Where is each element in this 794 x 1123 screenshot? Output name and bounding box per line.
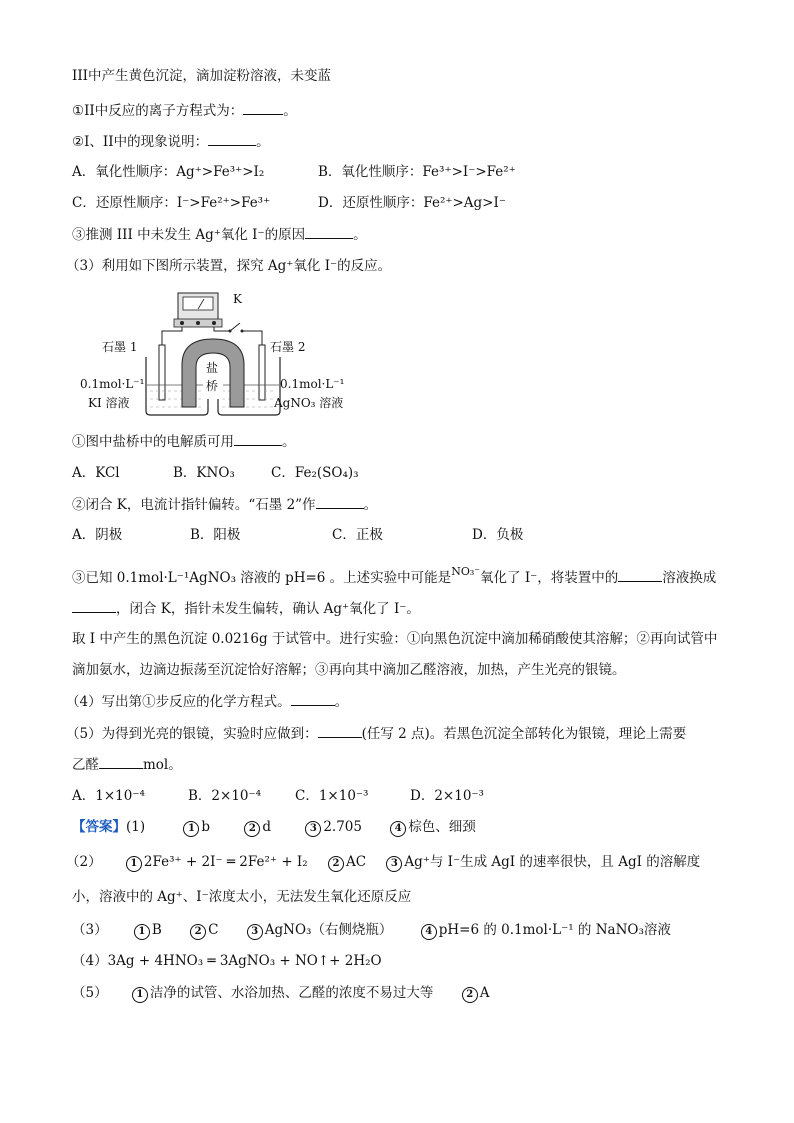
answer-1-part4: 棕色、细颈 [408,819,476,835]
answer-blank[interactable] [618,567,662,582]
q2-option-d: D．还原性顺序：Fe²⁺>Ag>I⁻ [318,195,506,211]
q3-sub1-option-a: A．KCl [72,465,120,481]
q4-line [66,691,348,712]
q2-part3-text: ③推测 III 中未发生 Ag⁺氧化 I⁻的原因 [72,227,306,243]
answer-line-3 [72,920,671,940]
circled-number-icon: 1 [134,924,150,940]
circled-number-icon: 3 [305,821,321,837]
q3-sub1-option-b: B．KNO₃ [173,465,235,481]
answer-3-part3: AgNO₃（右侧烧瓶） [264,922,393,938]
circled-number-icon: 1 [132,987,148,1003]
answer-1-part2: d [262,819,272,835]
experiment-paragraph-line1: 取 I 中产生的黑色沉淀 0.0216g 于试管中。进行实验：①向黑色沉淀中滴加稀硝酸使其溶解；②再向试管中 [72,631,718,647]
electrode-1-label: 石墨 1 [102,340,138,354]
q2-option-c: C．还原性顺序：I⁻>Fe²⁺>Fe³⁺ [72,195,271,211]
answer-blank[interactable] [208,131,256,146]
circled-number-icon: 4 [390,821,406,837]
q5-text-d: mol。 [143,757,182,773]
answer-2-part2: AC [345,854,367,870]
q3-sub1-suffix: 。 [282,434,296,450]
answer-1-number: (1) [126,819,146,835]
circled-number-icon: 3 [247,924,263,940]
q3-sub3-text: ③已知 0.1mol·L⁻¹AgNO₃ 溶液的 pH=6 。上述实验中可能是 [72,570,452,586]
answer-line-5 [72,983,489,1003]
q3-sub3-line1 [72,567,716,589]
answer-blank[interactable] [99,754,143,769]
q2-part1-suffix: 。 [283,103,297,119]
q2-part2-text: ②I、II中的现象说明： [72,134,209,150]
q3-sub2-option-b: B．阳极 [190,527,241,543]
circled-number-icon: 4 [421,924,437,940]
q5-text-b: (任写 2 点)。若黑色沉淀全部转化为银镜，理论上需要 [361,726,687,742]
answer-blank[interactable] [316,494,364,509]
electrode-2-label: 石墨 2 [270,340,306,354]
left-concentration-label: 0.1mol·L⁻¹ [80,377,145,391]
q2-part2 [72,131,270,152]
answer-line-2-cont: 小，溶液中的 Ag⁺、I⁻浓度太小，无法发生氧化还原反应 [72,889,412,905]
q3-sub2-option-a: A．阴极 [72,527,123,543]
q3-sub3-text-b: 氧化了 I⁻，将装置中的 [480,570,619,586]
q4-text: （4）写出第①步反应的化学方程式。 [66,694,291,710]
q3-sub1-text: ①图中盐桥中的电解质可用 [72,434,234,450]
left-beaker [146,357,208,415]
q5-option-b: B．2×10⁻⁴ [188,788,262,804]
q5-text-a: （5）为得到光亮的银镜，实验时应做到： [66,726,318,742]
answer-3-part2: C [208,922,219,938]
answer-2-part3: Ag⁺与 I⁻生成 AgI 的速率很快，且 AgI 的溶解度 [404,854,701,870]
answer-5-part2: A [479,985,490,1001]
q3-sub2 [72,494,377,515]
q2-iii-observation: III中产生黄色沉淀，滴加淀粉溶液，未变蓝 [72,68,331,84]
right-solution-label: AgNO₃ 溶液 [274,396,344,410]
answer-tag: 【答案】 [72,819,126,835]
answer-5-part1: 洁净的试管、水浴加热、乙醛的浓度不易过大等 [149,985,434,1001]
q3-sub2-text: ②闭合 K，电流计指针偏转。“石墨 2”作 [72,497,316,513]
q3-sub2-option-c: C．正极 [332,527,383,543]
circled-number-icon: 2 [244,821,260,837]
answer-3-part4: pH=6 的 0.1mol·L⁻¹ 的 NaNO₃溶液 [438,922,671,938]
q5-line2 [72,754,182,775]
q5-option-a: A．1×10⁻⁴ [72,788,145,804]
circled-number-icon: 1 [183,821,199,837]
q2-part3 [72,224,367,245]
right-concentration-label: 0.1mol·L⁻¹ [280,377,345,391]
answer-5-number: （5） [72,985,108,1001]
electrochemical-cell-figure [78,287,348,417]
answer-3-part1: B [151,922,162,938]
answer-blank[interactable] [318,723,362,738]
q3-sub2-option-d: D．负极 [472,527,524,543]
circled-number-icon: 3 [386,856,402,872]
answer-1-part3: 2.705 [323,819,362,835]
answer-blank[interactable] [72,598,116,613]
q2-option-b: B．氧化性顺序：Fe³⁺>I⁻>Fe²⁺ [318,164,516,180]
answer-line-4: （4）3Ag + 4HNO₃ ═ 3AgNO₃ + NO↑+ 2H₂O [72,953,382,969]
switch-lever [230,323,240,331]
answer-line-1 [72,817,476,837]
circled-number-icon: 1 [126,856,142,872]
graphite-electrode-2 [259,345,265,400]
switch-label: K [233,292,242,306]
circled-number-icon: 2 [190,924,206,940]
q3-sub3-text-d: ，闭合 K，指针未发生偏转，确认 Ag⁺氧化了 I⁻。 [116,601,420,617]
q2-option-a: A．氧化性顺序：Ag⁺>Fe³⁺>I₂ [72,164,265,180]
galvanometer-icon [174,293,222,327]
q5-line1 [66,723,686,744]
q3-sub2-suffix: 。 [363,497,378,513]
circled-number-icon: 2 [462,987,478,1003]
answer-blank[interactable] [305,224,353,239]
nitrate-ion: NO₃⁻ [451,565,481,578]
graphite-electrode-1 [159,345,165,400]
answer-2-equation: 2Fe³⁺ + 2I⁻ ═ 2Fe²⁺ + I₂ [143,854,308,870]
q4-suffix: 。 [334,694,349,710]
answer-1-part1: b [201,819,211,835]
q3-intro: （3）利用如下图所示装置，探究 Ag⁺氧化 I⁻的反应。 [66,258,392,274]
salt-bridge-label-bottom: 桥 [206,379,219,393]
q3-sub1 [72,431,296,452]
q5-option-c: C．1×10⁻³ [295,788,369,804]
q2-part2-suffix: 。 [256,134,270,150]
q5-text-c: 乙醛 [72,757,99,773]
right-beaker [218,357,280,415]
q2-part1-text: ①II中反应的离子方程式为： [72,103,244,119]
answer-blank[interactable] [291,691,335,706]
answer-2-number: （2） [66,854,102,870]
answer-blank[interactable] [243,100,283,115]
answer-3-number: （3） [72,922,108,938]
q3-sub1-option-c: C．Fe₂(SO₄)₃ [271,465,359,481]
q2-part1 [72,100,297,121]
answer-blank[interactable] [234,431,282,446]
answer-line-2 [66,852,700,872]
circled-number-icon: 2 [328,856,344,872]
q3-sub3-text-c: 溶液换成 [662,570,717,586]
salt-bridge-label-top: 盐 [206,361,219,375]
experiment-paragraph-line2: 滴加氨水，边滴边振荡至沉淀恰好溶解；③再向其中滴加乙醛溶液，加热，产生光亮的银镜。 [72,662,626,678]
q2-part3-suffix: 。 [353,227,367,243]
q5-option-d: D．2×10⁻³ [410,788,484,804]
q3-sub3-line2 [72,598,420,619]
left-solution-label: KI 溶液 [88,396,130,410]
